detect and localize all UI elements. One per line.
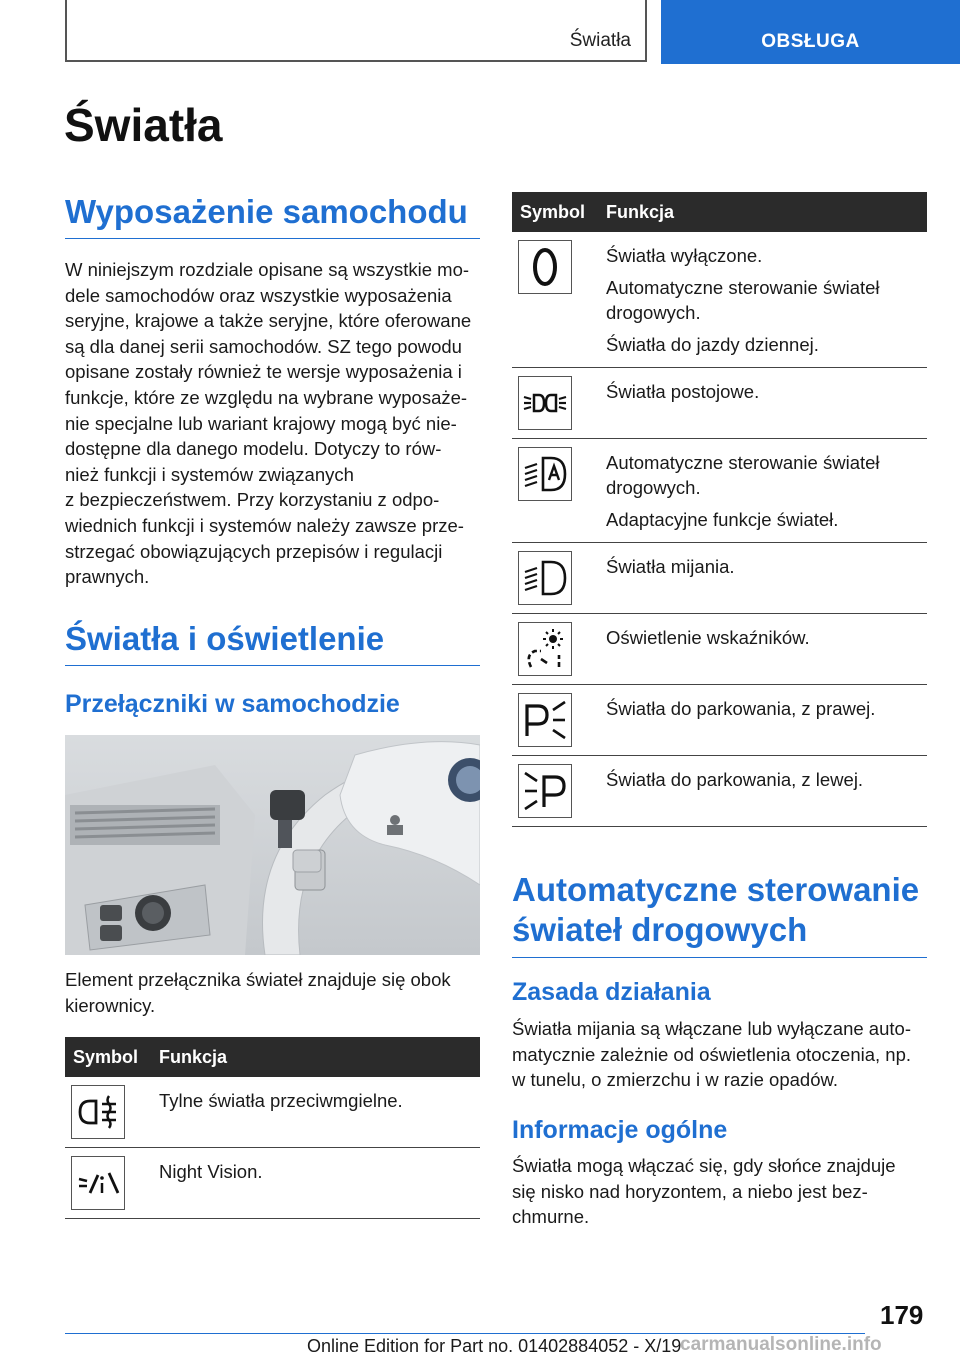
light-switch-photo bbox=[65, 735, 480, 955]
page-title: Światła bbox=[64, 99, 223, 151]
table-header-row bbox=[65, 1037, 480, 1077]
footer-edition: Online Edition for Part no. 01402884052 - X/19 bbox=[307, 1336, 682, 1356]
table-header-row bbox=[512, 192, 927, 232]
table-row bbox=[512, 543, 927, 614]
table-row bbox=[65, 1148, 480, 1219]
general-paragraph: Światła mogą włączać się, gdy słońce znajduje się nisko nad horyzontem, a niebo jest bez- chmurne. bbox=[512, 1155, 896, 1228]
column-header-symbol: Symbol bbox=[512, 192, 606, 232]
heading-switches: Przełączniki w samochodzie bbox=[65, 690, 400, 718]
table-row bbox=[512, 614, 927, 685]
rear-fog-light-icon bbox=[71, 1085, 125, 1139]
heading-auto-headlights: Automatyczne sterowanie świateł drogowych bbox=[512, 870, 927, 958]
photo-caption: Element przełącznika świateł znajduje się obok kierownicy. bbox=[65, 969, 451, 1016]
table-row bbox=[512, 439, 927, 543]
parking-lights-icon bbox=[518, 376, 572, 430]
table-row bbox=[512, 756, 927, 827]
lights-off-icon bbox=[518, 240, 572, 294]
function-text: Night Vision. bbox=[159, 1161, 263, 1182]
heading-equipment: Wyposażenie samochodu bbox=[65, 193, 480, 239]
header-section-title: Światła bbox=[569, 30, 631, 51]
table-row bbox=[65, 1077, 480, 1148]
column-header-symbol: Symbol bbox=[65, 1037, 159, 1077]
function-text: Światła wyłączone. bbox=[606, 245, 763, 266]
table-row bbox=[512, 368, 927, 439]
function-text: Światła do jazdy dziennej. bbox=[606, 334, 819, 355]
function-text: Tylne światła przeciwmgielne. bbox=[159, 1090, 403, 1111]
low-beam-icon bbox=[518, 551, 572, 605]
column-header-function: Funkcja bbox=[159, 1037, 480, 1077]
header-box bbox=[65, 0, 647, 62]
table-row bbox=[512, 232, 927, 368]
header-tab bbox=[661, 0, 960, 64]
heading-lights: Światła i oświetlenie bbox=[65, 620, 480, 666]
page-number: 179 bbox=[880, 1300, 924, 1330]
instrument-lighting-icon bbox=[518, 622, 572, 676]
table-row bbox=[512, 685, 927, 756]
function-text: Automatyczne sterowanie świateł drogowych. bbox=[606, 277, 880, 323]
dashboard-illustration bbox=[65, 735, 480, 955]
symbol-table-right bbox=[512, 192, 927, 827]
heading-principle: Zasada działania bbox=[512, 978, 711, 1006]
column-header-function: Funkcja bbox=[606, 192, 927, 232]
parking-light-right-icon bbox=[518, 693, 572, 747]
header-tab-label: OBSŁUGA bbox=[761, 31, 860, 52]
night-vision-icon bbox=[71, 1156, 125, 1210]
equipment-paragraph: W niniejszym rozdziale opisane są wszystkie mo- dele samochodów oraz wszystkie wyposażenia seryjne, krajowe a także seryjne, które oferowane są dla danej serii samochodów. SZ tego powodu opisane zostały również te wersje wyposażenia i funkcje, które ze względu na wybrane wyposaże- nie specjalne lub wariant krajowy mogą być nie- dostępne dla danego modelu. Dotyczy to rów- nież funkcji i systemów związanych z bezpieczeństwem. Przy korzystaniu z odpo- wiednich funkcji i systemów należy zawsze prze- strzegać obowiązujących przepisów i regulacji prawnych. bbox=[65, 259, 472, 588]
principle-paragraph: Światła mijania są włączane lub wyłączane auto- matycznie zależnie od oświetlenia otoczenia, np. w tunelu, o zmierzchu i w razie opadów. bbox=[512, 1018, 912, 1091]
heading-general: Informacje ogólne bbox=[512, 1116, 728, 1144]
function-text: Światła postojowe. bbox=[606, 381, 760, 402]
function-text: Światła do parkowania, z prawej. bbox=[606, 698, 876, 719]
symbol-table-left bbox=[65, 1037, 480, 1219]
function-text: Adaptacyjne funkcje świateł. bbox=[606, 509, 839, 530]
function-text: Automatyczne sterowanie świateł drogowych. bbox=[606, 452, 880, 498]
auto-headlight-icon bbox=[518, 447, 572, 501]
function-text: Światła do parkowania, z lewej. bbox=[606, 769, 864, 790]
function-text: Oświetlenie wskaźników. bbox=[606, 627, 810, 648]
parking-light-left-icon bbox=[518, 764, 572, 818]
watermark: carmanualsonline.info bbox=[680, 1334, 882, 1355]
function-text: Światła mijania. bbox=[606, 556, 735, 577]
